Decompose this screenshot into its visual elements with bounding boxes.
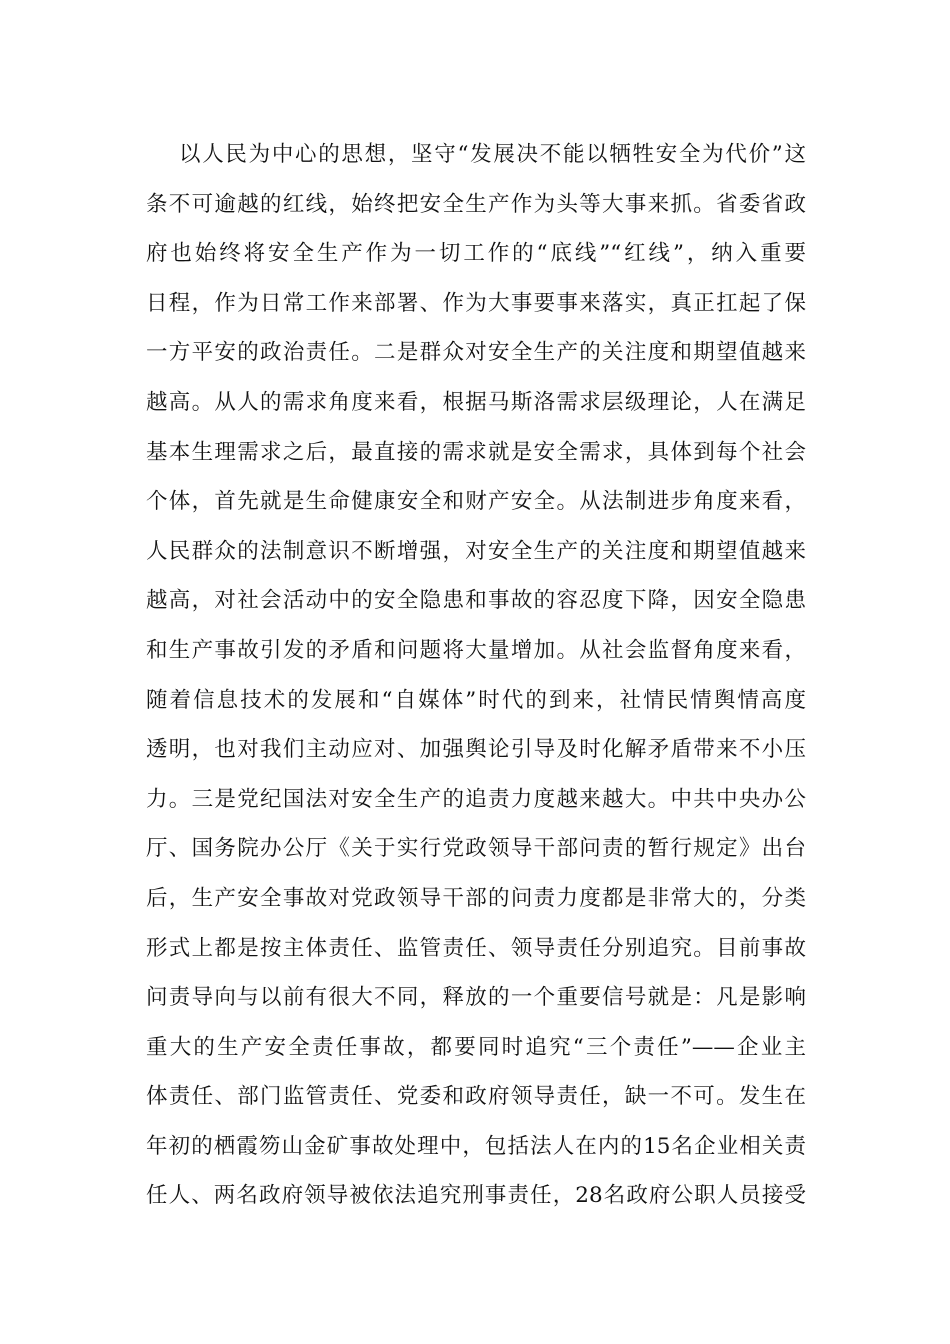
text-line: 年初的栖霞笏山金矿事故处理中，包括法人在内的15名企业相关责 [146,1133,806,1159]
body-paragraph [146,130,806,1221]
text-line: 问责导向与以前有很大不同，释放的一个重要信号就是：凡是影响 [146,985,806,1011]
text-line: 任人、两名政府领导被依法追究刑事责任，28名政府公职人员接受 [146,1183,806,1209]
text-line: 和生产事故引发的矛盾和问题将大量增加。从社会监督角度来看， [146,637,806,663]
text-line: 透明，也对我们主动应对、加强舆论引导及时化解矛盾带来不小压 [146,737,806,763]
text-line: 厅、国务院办公厅《关于实行党政领导干部问责的暂行规定》出台 [146,836,806,862]
text-line: 府也始终将安全生产作为一切工作的“底线”“红线”，纳入重要 [146,241,806,267]
text-line: 随着信息技术的发展和“自媒体”时代的到来，社情民情舆情高度 [146,687,806,713]
text-line: 日程，作为日常工作来部署、作为大事要事来落实，真正扛起了保 [146,290,806,316]
text-line: 后，生产安全事故对党政领导干部的问责力度都是非常大的，分类 [146,885,806,911]
text-line: 体责任、部门监管责任、党委和政府领导责任，缺一不可。发生在 [146,1084,806,1110]
text-line: 个体，首先就是生命健康安全和财产安全。从法制进步角度来看， [146,489,806,515]
text-line: 形式上都是按主体责任、监管责任、领导责任分别追究。目前事故 [146,935,806,961]
text-line: 一方平安的政治责任。二是群众对安全生产的关注度和期望值越来 [146,340,806,366]
text-line: 重大的生产安全责任事故，都要同时追究“三个责任”——企业主 [146,1034,806,1060]
text-line: 人民群众的法制意识不断增强，对安全生产的关注度和期望值越来 [146,538,806,564]
text-line: 越高，对社会活动中的安全隐患和事故的容忍度下降，因安全隐患 [146,588,806,614]
text-line: 以人民为中心的思想，坚守“发展决不能以牺牲安全为代价”这 [179,142,806,167]
text-line: 基本生理需求之后，最直接的需求就是安全需求，具体到每个社会 [146,439,806,465]
text-line: 力。三是党纪国法对安全生产的追责力度越来越大。中共中央办公 [146,786,806,812]
text-line: 越高。从人的需求角度来看，根据马斯洛需求层级理论，人在满足 [146,389,806,415]
text-line: 条不可逾越的红线，始终把安全生产作为头等大事来抓。省委省政 [146,191,806,217]
